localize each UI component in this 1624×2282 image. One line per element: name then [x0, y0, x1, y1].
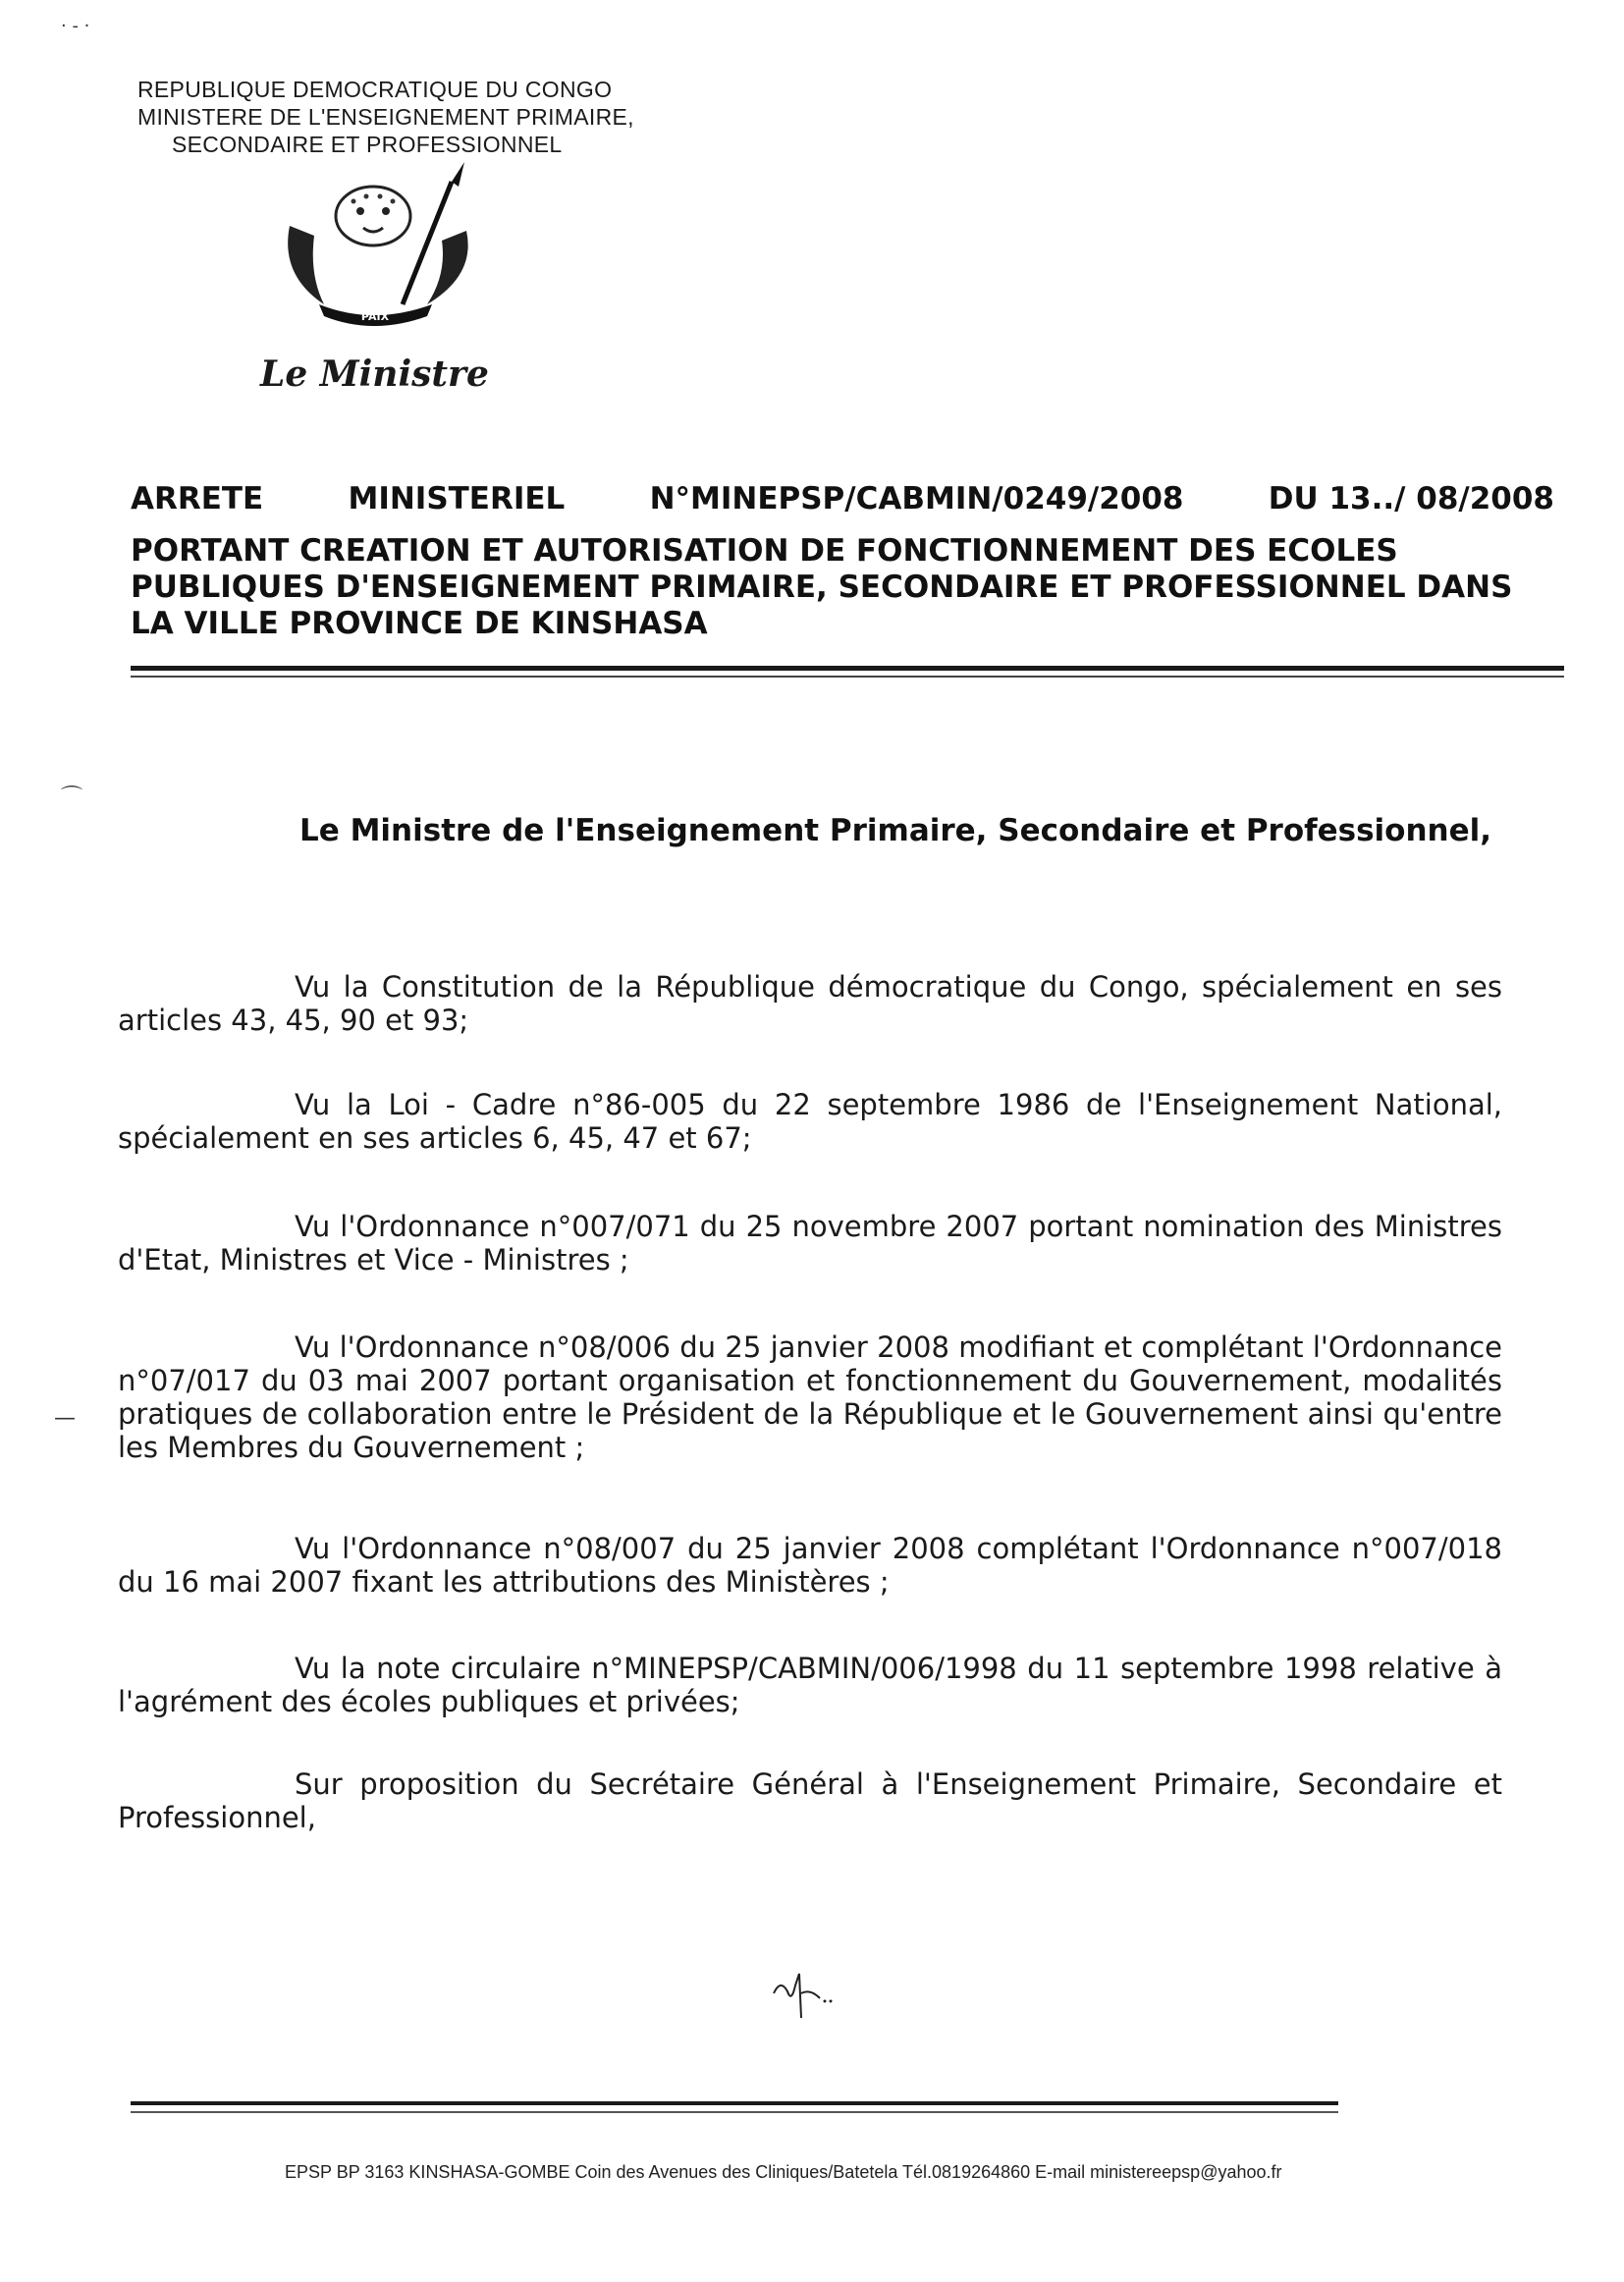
paragraph-text: Vu l'Ordonnance n°08/007 du 25 janvier 2008 complétant l'Ordonnance n°007/018 du 16 mai 2007 fixant les attributions des Ministères ; — [118, 1532, 1502, 1599]
considerant-proposition — [118, 1767, 1502, 1834]
paragraph-text: Sur proposition du Secrétaire Général à l'Enseignement Primaire, Secondaire et Professionnel, — [118, 1767, 1502, 1834]
coat-of-arms-emblem — [250, 157, 496, 334]
initials-signature — [766, 1964, 844, 2023]
minister-signature-label: Le Ministre — [260, 353, 489, 395]
minister-intro: Le Ministre de l'Enseignement Primaire, Secondaire et Professionnel, — [299, 813, 1492, 848]
decree-type: ARRETE — [131, 481, 264, 516]
emblem-motto: PAIX — [360, 310, 390, 323]
considerant-ordonnance-attributions — [118, 1532, 1502, 1599]
decree-title-line3: PUBLIQUES D'ENSEIGNEMENT PRIMAIRE, SECONDAIRE ET PROFESSIONNEL DANS — [131, 570, 1513, 605]
title-divider — [131, 666, 1564, 671]
decree-title-line1 — [131, 481, 1554, 516]
header-ministry-cont: SECONDAIRE ET PROFESSIONNEL — [172, 132, 563, 157]
scan-mark: — — [54, 1406, 76, 1431]
footer-divider — [131, 2101, 1338, 2105]
paragraph-text: Vu la note circulaire n°MINEPSP/CABMIN/006/1998 du 11 septembre 1998 relative à l'agrément des écoles publiques et privées; — [118, 1652, 1502, 1718]
considerant-ordonnance-nomination — [118, 1210, 1502, 1277]
decree-title-line4: LA VILLE PROVINCE DE KINSHASA — [131, 606, 708, 641]
paragraph-text: Vu l'Ordonnance n°007/071 du 25 novembre 2007 portant nomination des Ministres d'Etat, Ministres et Vice - Ministres ; — [118, 1210, 1502, 1277]
decree-reference: N°MINEPSP/CABMIN/0249/2008 — [649, 481, 1184, 516]
footer-address: EPSP BP 3163 KINSHASA-GOMBE Coin des Avenues des Cliniques/Batetela Tél.0819264860 E-mail ministereepsp@yahoo.fr — [285, 2162, 1282, 2182]
scan-mark: ⌒ — [61, 786, 83, 810]
scan-mark: · - · — [61, 16, 90, 36]
header-republic: REPUBLIQUE DEMOCRATIQUE DU CONGO — [137, 77, 613, 102]
paragraph-text: Vu la Loi - Cadre n°86-005 du 22 septembre 1986 de l'Enseignement National, spécialement en ses articles 6, 45, 47 et 67; — [118, 1088, 1502, 1155]
considerant-loi-cadre — [118, 1088, 1502, 1155]
considerant-ordonnance-organisation — [118, 1331, 1502, 1464]
paragraph-text: Vu l'Ordonnance n°08/006 du 25 janvier 2008 modifiant et complétant l'Ordonnance n°07/017 du 03 mai 2007 portant organisation et fonctionnement du Gouvernement, modalités pratiques de collaboration entre le Président de la République et le Gouvernement ainsi qu'entre les Membres du Gouvernement ; — [118, 1331, 1502, 1464]
considerant-note-circulaire — [118, 1652, 1502, 1718]
decree-title-line2: PORTANT CREATION ET AUTORISATION DE FONCTIONNEMENT DES ECOLES — [131, 533, 1398, 569]
paragraph-text: Vu la Constitution de la République démocratique du Congo, spécialement en ses articles 43, 45, 90 et 93; — [118, 970, 1502, 1037]
decree-kind: MINISTERIEL — [348, 481, 566, 516]
footer-divider-thin — [131, 2111, 1338, 2113]
title-divider-thin — [131, 676, 1564, 678]
header-ministry: MINISTERE DE L'ENSEIGNEMENT PRIMAIRE, — [137, 104, 634, 130]
decree-date: DU 13../ 08/2008 — [1268, 481, 1554, 516]
considerant-constitution — [118, 970, 1502, 1037]
